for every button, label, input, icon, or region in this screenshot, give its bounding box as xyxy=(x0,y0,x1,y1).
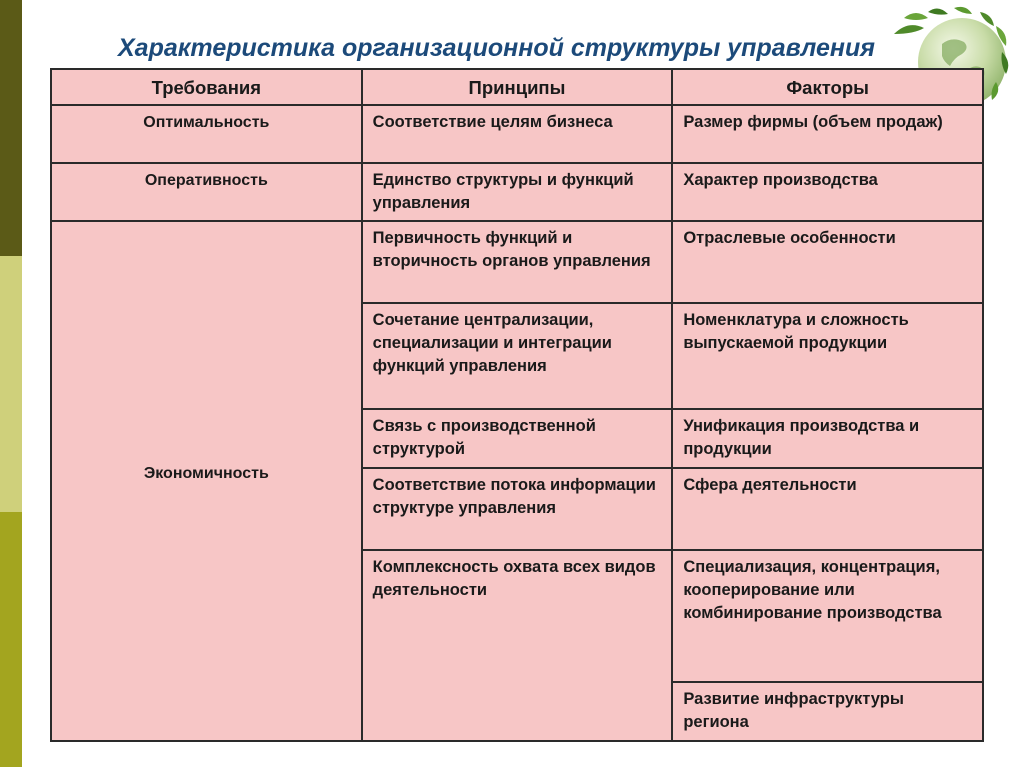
factor-cell: Специализация, концентрация, кооперирование или комбинирование производства xyxy=(672,550,983,682)
requirement-cell: Оптимальность xyxy=(51,105,362,163)
table-header-row xyxy=(51,69,983,105)
factor-cell: Размер фирмы (объем продаж) xyxy=(672,105,983,163)
principle-cell: Соответствие потока информации структуре управления xyxy=(362,468,673,550)
side-accent-bar xyxy=(0,0,22,767)
factor-cell: Унификация производства и продукции xyxy=(672,409,983,468)
requirement-cell: Оперативность xyxy=(51,163,362,221)
principle-cell: Сочетание централизации, специализации и интеграции функций управления xyxy=(362,303,673,409)
principle-cell: Связь с производственной структурой xyxy=(362,409,673,468)
structure-table xyxy=(50,68,984,742)
principle-cell: Первичность функций и вторичность органов управления xyxy=(362,221,673,303)
side-bar-segment-light xyxy=(0,256,22,512)
factor-cell: Характер производства xyxy=(672,163,983,221)
side-bar-segment-dark xyxy=(0,0,22,256)
header-factors: Факторы xyxy=(672,69,983,105)
principle-cell: Комплексность охвата всех видов деятельности xyxy=(362,550,673,741)
table-row xyxy=(51,163,983,221)
factor-cell: Сфера деятельности xyxy=(672,468,983,550)
side-bar-segment-mid xyxy=(0,512,22,767)
slide-title: Характеристика организационной структуры управления xyxy=(118,34,875,62)
header-requirements: Требования xyxy=(51,69,362,105)
table-row xyxy=(51,221,983,303)
table-row xyxy=(51,105,983,163)
factor-cell: Номенклатура и сложность выпускаемой продукции xyxy=(672,303,983,409)
requirement-cell: Экономичность xyxy=(51,221,362,741)
principle-cell: Соответствие целям бизнеса xyxy=(362,105,673,163)
header-principles: Принципы xyxy=(362,69,673,105)
principle-cell: Единство структуры и функций управления xyxy=(362,163,673,221)
factor-cell: Отраслевые особенности xyxy=(672,221,983,303)
factor-cell: Развитие инфраструктуры региона xyxy=(672,682,983,741)
